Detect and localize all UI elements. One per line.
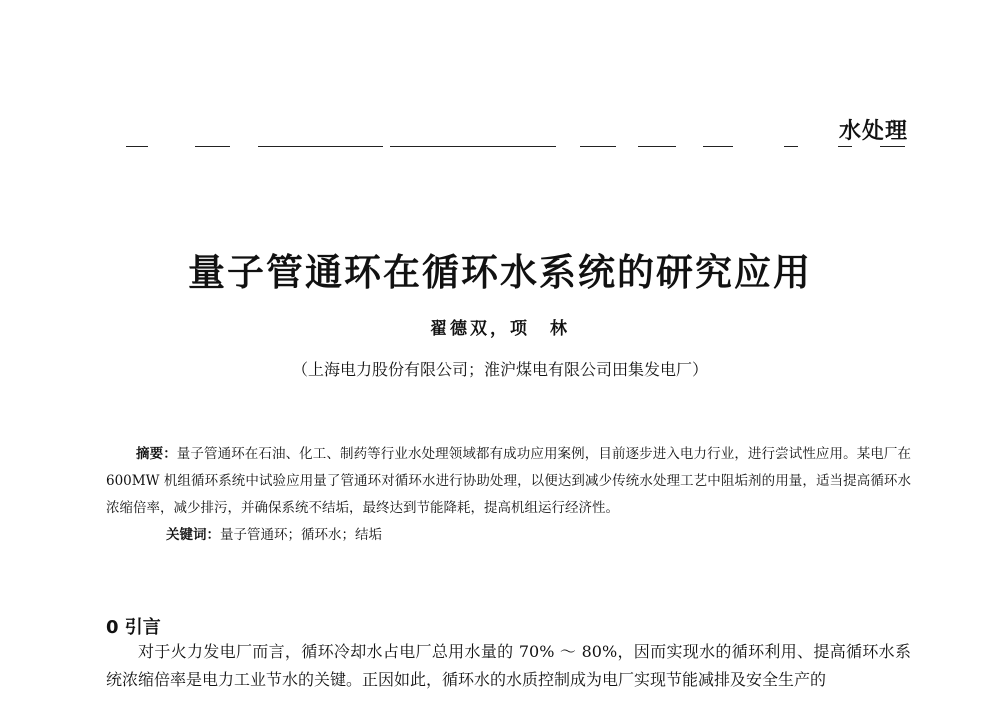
section-heading: 0 引言 xyxy=(106,617,161,638)
header-rule xyxy=(0,146,1000,150)
affiliation: （上海电力股份有限公司；淮沪煤电有限公司田集发电厂） xyxy=(291,360,708,379)
abstract-text: 量子管通环在石油、化工、制药等行业水处理领域都有成功应用案例，目前逐步进入电力行业，进行尝试性应用。某电厂在600MW 机组循环系统中试验应用量了管通环对循环水进行协助处理，以便达到减少传统水处理工艺中阻垢剂的用量，适当提高循环水浓缩倍率，减少排污，并确保系统不结垢，最终达到节能降耗，提高机组运行经济性。 xyxy=(106,446,912,516)
authors: 翟德双，项 林 xyxy=(430,319,570,339)
keywords-text: 量子管通环；循环水；结垢 xyxy=(220,527,382,543)
abstract-paragraph xyxy=(106,441,911,522)
keywords xyxy=(106,522,911,549)
keywords-label: 关键词： xyxy=(166,527,220,543)
section-tag: 水处理 xyxy=(838,119,908,144)
body-paragraph: 对于火力发电厂而言，循环冷却水占电厂总用水量的 70% ～ 80%，因而实现水的循环利用、提高循环水系统浓缩倍率是电力工业节水的关键。正因如此，循环水的水质控制成为电厂实现节能减排及安全生产的 xyxy=(106,642,911,689)
paper-title: 量子管通环在循环水系统的研究应用 xyxy=(188,251,812,294)
abstract xyxy=(106,441,911,549)
abstract-label: 摘要： xyxy=(136,446,177,462)
section-body xyxy=(106,638,911,694)
